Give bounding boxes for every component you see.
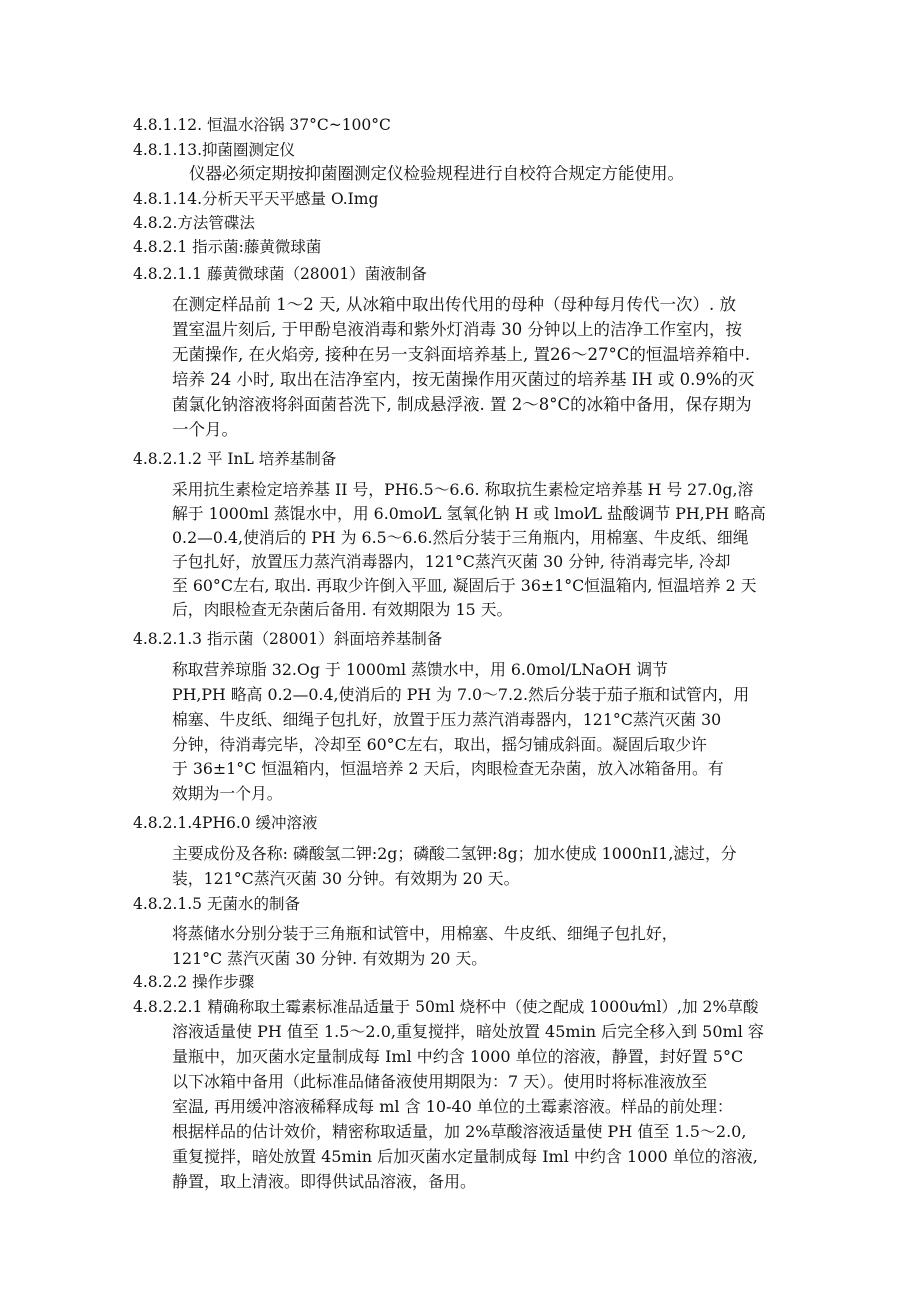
body-line-step-2: 量瓶中，加灭菌水定量制成每 Iml 中约含 1000 单位的溶液，静置，封好置 5°C	[172, 1047, 744, 1066]
body-line-step-5: 根据样品的估计效价，精密称取适量，加 2%草酸溶液适量使 PH 值至 1.5～2.0,	[172, 1122, 747, 1141]
body-line-inhibition-zone-note: 仪器必须定期按抑菌圈测定仪检验规程进行自校符合规定方能使用。	[189, 164, 684, 183]
body-line-slant-6: 效期为一个月。	[172, 784, 283, 803]
body-line-step-4: 室温, 再用缓冲溶液稀释成每 ml 含 10-40 单位的土霉素溶液。样品的前处理：	[172, 1097, 733, 1116]
body-line-culture-6: 一个月。	[172, 420, 238, 439]
body-line-slant-5: 于 36±1°C 恒温箱内，恒温培养 2 天后，肉眼检查无杂菌，放入冰箱备用。有	[172, 759, 724, 778]
body-line-medium-4: 子包扎好，放置压力蒸汽消毒器内，121°C蒸汽灭菌 30 分钟, 待消毒完毕, 冷却	[172, 552, 731, 571]
section-heading-4-8-2-1-5: 4.8.2.1.5 无菌水的制备	[133, 895, 300, 913]
body-line-step-3: 以下冰箱中备用（此标准品储备液使用期限为：7 天）。使用时将标准液放至	[172, 1072, 708, 1091]
body-line-slant-4: 分钟，待消毒完毕，冷却至 60°C左右，取出，摇匀铺成斜面。凝固后取少许	[172, 735, 707, 754]
body-line-medium-3: 0.2—0.4,使消后的 PH 为 6.5～6.6.然后分装于三角瓶内，用棉塞、牛皮纸、细绳	[172, 528, 749, 547]
body-line-sterile-water-1: 将蒸储水分别分装于三角瓶和试管中，用棉塞、牛皮纸、细绳子包扎好，	[172, 924, 678, 943]
section-heading-4-8-2-1-4: 4.8.2.1.4PH6.0 缓冲溶液	[133, 814, 318, 832]
body-line-culture-2: 置室温片刻后, 于甲酚皂液消毒和紫外灯消毒 30 分钟以上的洁净工作室内，按	[172, 320, 742, 339]
section-heading-4-8-2-1-1: 4.8.2.1.1 藤黄微球菌（28001）菌液制备	[133, 265, 427, 283]
body-line-slant-3: 棉塞、牛皮纸、细绳子包扎好，放置于压力蒸汽消毒器内，121°C蒸汽灭菌 30	[172, 710, 722, 729]
body-line-slant-1: 称取营养琼脂 32.Og 于 1000ml 蒸馈水中，用 6.0mol/LNaOH 调节	[172, 660, 668, 679]
body-line-culture-4: 培养 24 小时, 取出在洁净室内，按无菌操作用灭菌过的培养基 IH 或 0.9%的灭	[172, 370, 755, 389]
section-heading-4-8-2: 4.8.2.方法管碟法	[133, 214, 255, 232]
body-line-medium-2: 解于 1000ml 蒸馄水中，用 6.0mol⁄L 氢氧化钠 H 或 lmol⁄L 盐酸调节 PH,PH 略高	[172, 504, 766, 523]
body-line-medium-6: 后，肉眼检查无杂菌后备用. 有效期限为 15 天。	[172, 600, 513, 619]
body-line-culture-3: 无菌操作, 在火焰旁, 接种在另一支斜面培养基上, 置26～27°C的恒温培养箱中.	[172, 345, 751, 364]
section-heading-4-8-2-1: 4.8.2.1 指示菌:藤黄微球菌	[133, 238, 322, 256]
body-line-buffer-1: 主要成份及各称: 磷酸氢二钾:2g；磷酸二氢钾:8g；加水使成 1000nI1,滤过，分	[172, 844, 737, 863]
body-line-medium-5: 至 60°C左右, 取出. 再取少许倒入平皿, 凝固后于 36±1°C恒温箱内, 恒温培养 2 天	[172, 576, 757, 595]
section-heading-4-8-2-1-2: 4.8.2.1.2 平 InL 培养基制备	[133, 450, 337, 468]
body-line-medium-1: 采用抗生素检定培养基 II 号，PH6.5～6.6. 称取抗生素检定培养基 H 号 27.0g,溶	[172, 480, 754, 499]
section-heading-4-8-1-13: 4.8.1.13.抑菌圈测定仪	[133, 141, 296, 159]
section-heading-4-8-2-2-1: 4.8.2.2.1 精确称取土霉素标准品适量于 50ml 烧杯中（使之配成 1000u⁄ml）,加 2%草酸	[133, 998, 759, 1016]
body-line-step-6: 重复搅拌，暗处放置 45min 后加灭菌水定量制成每 Iml 中约含 1000 单位的溶液,	[172, 1147, 758, 1166]
body-line-step-7: 静置，取上清液。即得供试品溶液，备用。	[172, 1172, 477, 1191]
section-heading-4-8-1-14: 4.8.1.14.分析天平天平感量 O.Img	[133, 190, 379, 208]
body-line-step-1: 溶液适量使 PH 值至 1.5～2.0,重复搅拌，暗处放置 45min 后完全移入到 50ml 容	[172, 1022, 764, 1041]
body-line-culture-1: 在测定样品前 1～2 天, 从冰箱中取出传代用的母种（母种每月传代一次）. 放	[172, 295, 736, 314]
body-line-sterile-water-2: 121°C 蒸汽灭菌 30 分钟. 有效期为 20 天。	[172, 949, 488, 968]
section-heading-4-8-2-2: 4.8.2.2 操作步骤	[133, 973, 255, 991]
body-line-slant-2: PH,PH 略高 0.2—0.4,使消后的 PH 为 7.0～7.2.然后分装于茄子瓶和试管内，用	[172, 685, 750, 704]
section-heading-4-8-2-1-3: 4.8.2.1.3 指示菌（28001）斜面培养基制备	[133, 630, 443, 648]
body-line-culture-5: 菌氯化钠溶液将斜面菌苔洗下, 制成悬浮液. 置 2～8°C的冰箱中备用，保存期为	[172, 395, 752, 414]
body-line-buffer-2: 装，121°C蒸汽灭菌 30 分钟。有效期为 20 天。	[172, 869, 520, 888]
section-heading-4-8-1-12: 4.8.1.12. 恒温水浴锅 37°C~100°C	[133, 116, 391, 134]
